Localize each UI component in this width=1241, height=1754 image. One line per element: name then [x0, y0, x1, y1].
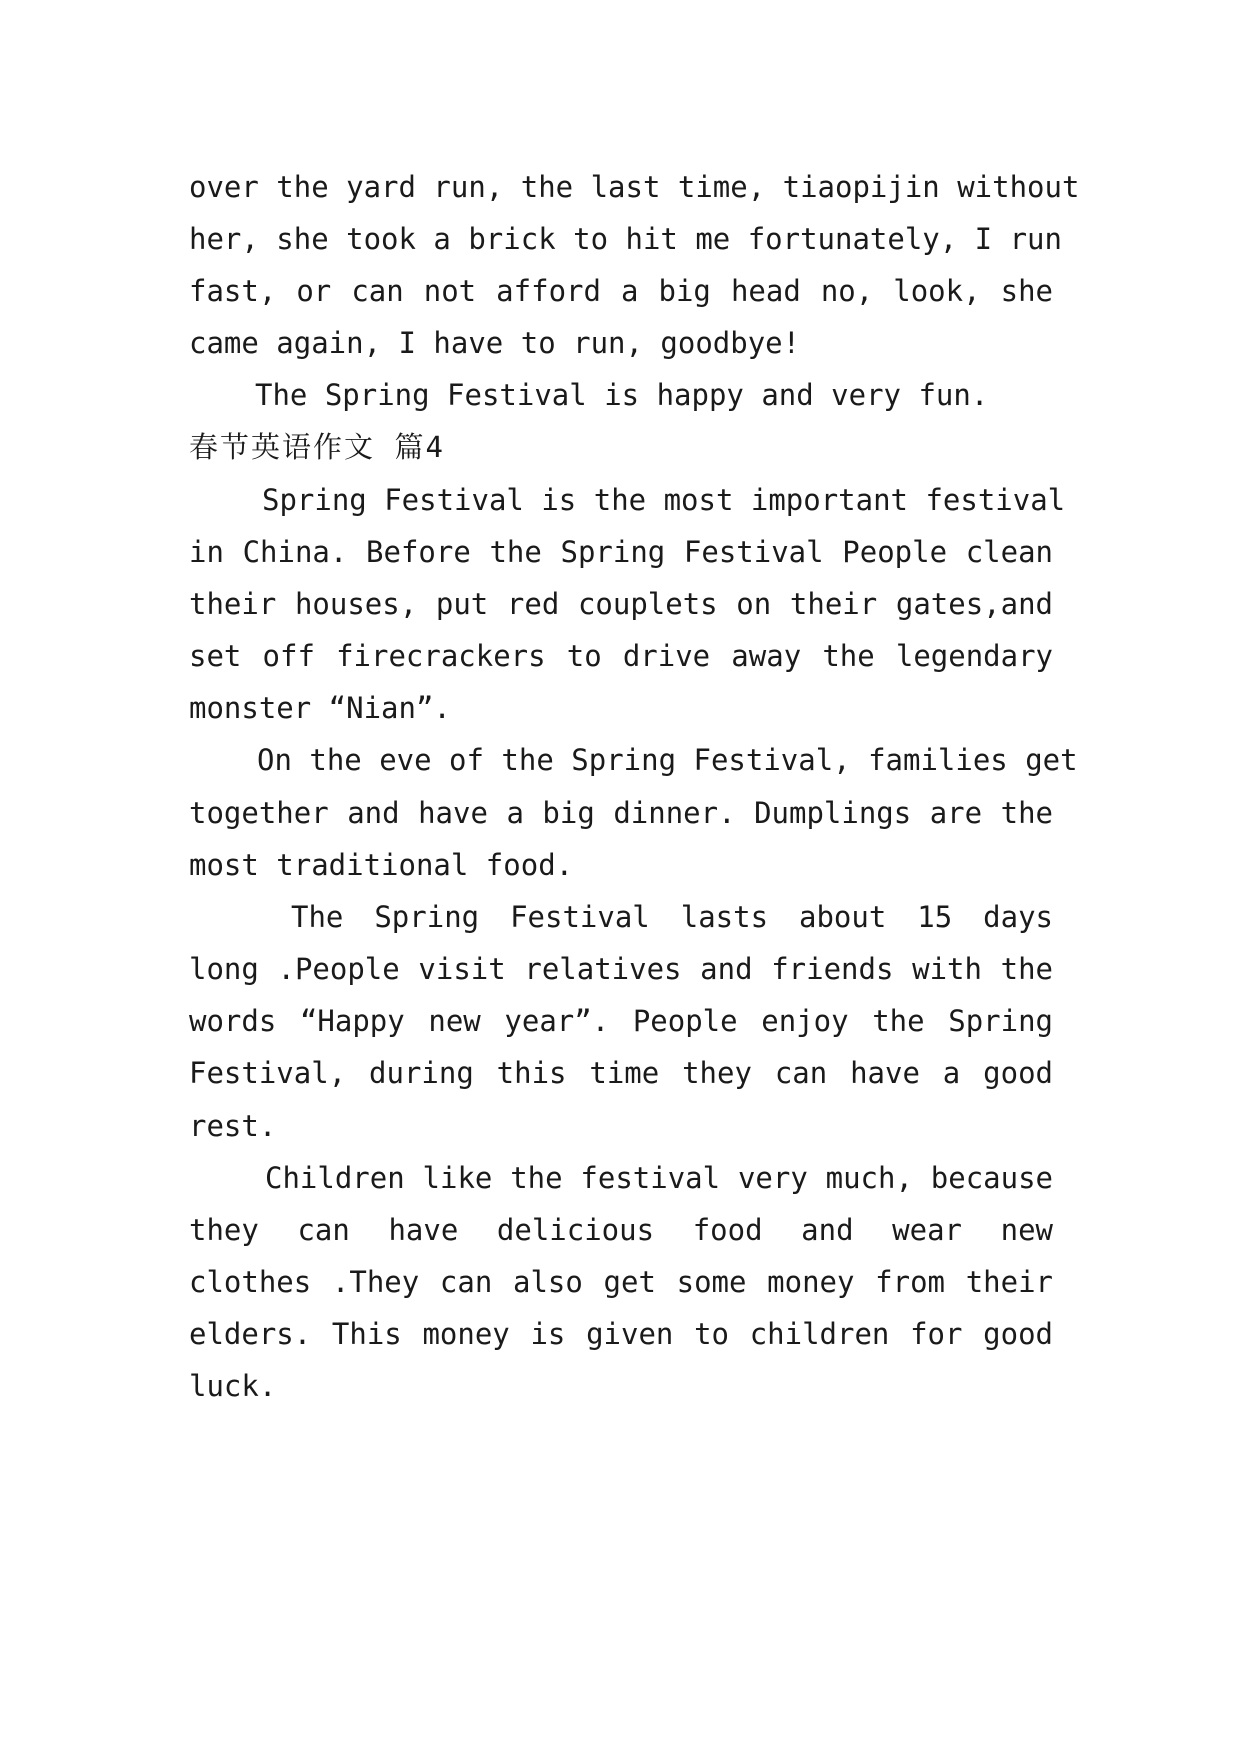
text-line: fast, or can not afford a big head no, look, she — [189, 274, 1053, 308]
text-line: in China. Before the Spring Festival People clean — [189, 535, 1053, 569]
section-heading: 春节英语作文 篇4 — [189, 430, 445, 464]
text-line: together and have a big dinner. Dumplings are the — [189, 796, 1053, 830]
text-line: they can have delicious food and wear new — [189, 1213, 1053, 1247]
closing-sentence: The Spring Festival is happy and very fun. — [255, 378, 989, 412]
text-line: most traditional food. — [189, 848, 574, 882]
text-line: their houses, put red couplets on their gates,and — [189, 587, 1053, 621]
text-line: over the yard run, the last time, tiaopijin without — [189, 170, 1080, 204]
text-line: her, she took a brick to hit me fortunately, I run — [189, 222, 1062, 256]
text-line: luck. — [189, 1369, 277, 1403]
text-line: The Spring Festival lasts about 15 days — [291, 900, 1053, 934]
text-line: On the eve of the Spring Festival, families get — [257, 743, 1078, 777]
text-line: monster “Nian”. — [189, 691, 451, 725]
text-line: long .People visit relatives and friends with the — [189, 952, 1053, 986]
text-line: rest. — [189, 1109, 277, 1143]
text-line: came again, I have to run, goodbye! — [189, 326, 801, 360]
text-line: words “Happy new year”. People enjoy the Spring — [189, 1004, 1053, 1038]
text-line: set off firecrackers to drive away the legendary — [189, 639, 1053, 673]
text-line: Festival, during this time they can have a good — [189, 1056, 1053, 1090]
text-line: Spring Festival is the most important festival — [262, 483, 1066, 517]
text-line: clothes .They can also get some money from their — [189, 1265, 1053, 1299]
text-line: elders. This money is given to children for good — [189, 1317, 1053, 1351]
text-line: Children like the festival very much, because — [265, 1161, 1053, 1195]
